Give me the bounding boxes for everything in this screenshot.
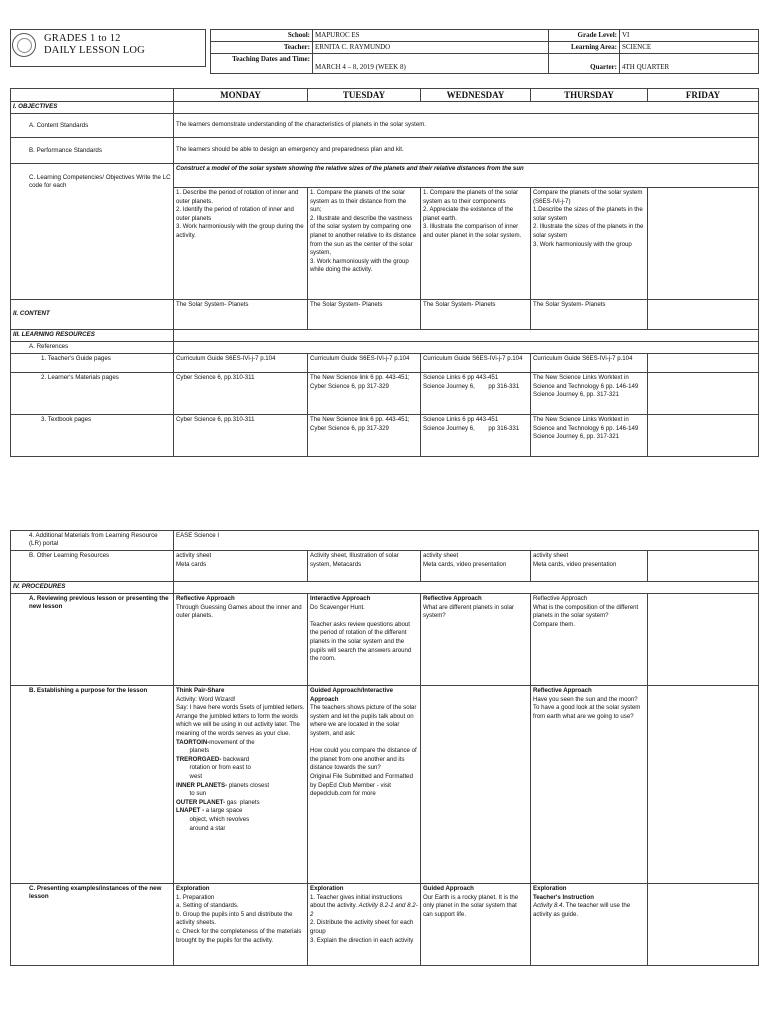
examples-tuesday-title: Exploration bbox=[310, 885, 344, 892]
reviewing-tuesday bbox=[308, 594, 421, 686]
day-header-friday: FRIDAY bbox=[648, 89, 759, 102]
title-line-2: DAILY LESSON LOG bbox=[44, 45, 145, 56]
competency-tuesday: 1. Compare the planets of the solar system as to their distance from the sun; 2. Illustrate and describe the vastness of the solar system by comparing one planet to another relative to its distance from the sun as the center of the solar system, 3. Work harmoniously with the group while doing the activity. bbox=[308, 188, 421, 300]
additional-materials-label: 4. Additional Materials from Learning Resource (LR) portal bbox=[11, 531, 174, 551]
content-tuesday: The Solar System- Planets bbox=[308, 300, 421, 330]
examples-monday bbox=[174, 884, 308, 966]
word-item-3-term: INNER PLANETS- bbox=[176, 781, 228, 789]
purpose-wednesday bbox=[421, 686, 531, 884]
additional-materials-value: EASE Science I bbox=[174, 531, 759, 551]
textbook-pages-tuesday: The New Science link 6 pp. 443-451; Cyber Science 6, pp 317-329 bbox=[308, 415, 421, 457]
document-title bbox=[44, 33, 145, 57]
teacher-value: ERNITA C. RAYMUNDO bbox=[313, 42, 549, 54]
word-item-4 bbox=[176, 799, 305, 808]
learners-materials-tuesday: The New Science link 6 pp. 443-451; Cyber Science 6, pp 317-329 bbox=[308, 373, 421, 415]
learners-materials-friday bbox=[648, 373, 759, 415]
content-friday bbox=[648, 300, 759, 330]
deped-seal-icon bbox=[12, 33, 36, 57]
word-item-1-term: TAORTOIN- bbox=[176, 738, 210, 746]
examples-wednesday-text: Our Earth is a rocky planet. It is the only planet in the solar system that can support life. bbox=[423, 893, 520, 918]
resources-blank bbox=[174, 330, 759, 342]
corner-cell bbox=[11, 89, 174, 102]
examples-thursday-desc: . The teacher will use the activity as guide. bbox=[533, 902, 632, 918]
day-header-tuesday: TUESDAY bbox=[308, 89, 421, 102]
teachers-guide-wednesday: Curriculum Guide S6ES-IVi-j-7 p.104 bbox=[421, 354, 531, 373]
teaching-dates-value: MARCH 4 – 8, 2019 (WEEK 8) bbox=[313, 54, 549, 74]
content-monday: The Solar System- Planets bbox=[174, 300, 308, 330]
lesson-log-table-2 bbox=[10, 530, 759, 966]
word-item-3-def: planets closest to sun bbox=[189, 781, 270, 798]
other-resources-thursday: activity sheet Meta cards, video presentation bbox=[531, 551, 648, 582]
textbook-pages-wednesday: Science Links 6 pp 443-451 Science Journey 6, pp 316-331 bbox=[421, 415, 531, 457]
word-item-5 bbox=[176, 807, 305, 833]
reviewing-tuesday-title: Interactive Approach bbox=[310, 595, 371, 602]
reviewing-monday-text: Through Guessing Games about the inner and outer planets. bbox=[176, 603, 304, 620]
procedures-heading: IV. PROCEDURES bbox=[11, 582, 174, 594]
reviewing-thursday: Reflective Approach What is the composition of the different planets in the solar system? Compare them. bbox=[531, 594, 648, 686]
day-header-monday: MONDAY bbox=[174, 89, 308, 102]
textbook-pages-label: 3. Textbook pages bbox=[11, 415, 174, 457]
word-item-5-def: a large space object, which revolves around a star bbox=[189, 807, 250, 832]
day-header-thursday: THURSDAY bbox=[531, 89, 648, 102]
examples-monday-text: 1. Preparation a. Setting of standards. b. Group the pupils into 5 and distribute the activity sheets. c. Check for the completeness of the materials brought by the pupils for the activity. bbox=[176, 893, 302, 944]
objectives-blank bbox=[174, 102, 759, 114]
header-info-table bbox=[210, 29, 759, 74]
teachers-guide-thursday: Curriculum Guide S6ES-IVi-j-7 p.104 bbox=[531, 354, 648, 373]
learners-materials-wednesday: Science Links 6 pp 443-451 Science Journey 6, pp 316-331 bbox=[421, 373, 531, 415]
purpose-thursday-text: Have you seen the sun and the moon? To have a good look at the solar system from earth what are we going to use? bbox=[533, 695, 643, 720]
examples-thursday-text bbox=[533, 902, 645, 919]
establishing-purpose-label: B. Establishing a purpose for the lesson bbox=[11, 686, 174, 884]
examples-monday-title: Exploration bbox=[176, 885, 210, 892]
word-item-2-def: backward rotation or from east to west bbox=[189, 755, 251, 780]
learning-area-label: Learning Area: bbox=[549, 42, 620, 54]
word-item-5-term: LNAPET - bbox=[176, 807, 205, 815]
examples-thursday-title: Exploration bbox=[533, 885, 567, 892]
examples-wednesday-title: Guided Approach bbox=[423, 885, 474, 892]
purpose-monday-title: Think Pair-Share bbox=[176, 687, 225, 694]
title-line-1: GRADES 1 to 12 bbox=[44, 33, 121, 44]
reviewing-monday bbox=[174, 594, 308, 686]
content-thursday: The Solar System- Planets bbox=[531, 300, 648, 330]
school-value: MAPUROC ES bbox=[313, 30, 549, 42]
examples-tuesday bbox=[308, 884, 421, 966]
purpose-thursday bbox=[531, 686, 648, 884]
examples-tuesday-activity: Activity 8.2-1 and 8.2-2 bbox=[310, 902, 418, 918]
textbook-pages-monday: Cyber Science 6, pp.310-311 bbox=[174, 415, 308, 457]
grade-level-value: VI bbox=[620, 30, 759, 42]
teaching-dates-label: Teaching Dates and Time: bbox=[211, 54, 313, 74]
competency-title: Construct a model of the solar system showing the relative sizes of the planets and their relative distances from the sun bbox=[174, 164, 759, 188]
reviewing-wednesday-title: Reflective Approach bbox=[423, 595, 482, 602]
reviewing-wednesday bbox=[421, 594, 531, 686]
performance-standards-value: The learners should be able to design an emergency and preparedness plan and kit. bbox=[174, 138, 759, 164]
content-heading: II. CONTENT bbox=[11, 300, 174, 330]
content-standards-label: A. Content Standards bbox=[11, 114, 174, 138]
examples-tuesday-text bbox=[310, 894, 418, 946]
textbook-pages-thursday: The New Science Links Worktext in Science and Technology 6 pp. 146-149 Science Journey 6, pp. 317-321 bbox=[531, 415, 648, 457]
objectives-heading: I. OBJECTIVES bbox=[11, 102, 174, 114]
learners-materials-thursday: The New Science Links Worktext in Science and Technology 6 pp. 146-149 Science Journey 6, pp. 317-321 bbox=[531, 373, 648, 415]
quarter-label: Quarter: bbox=[549, 54, 620, 74]
word-item-4-def: gas planets bbox=[225, 798, 260, 806]
learning-area-value: SCIENCE bbox=[620, 42, 759, 54]
examples-friday bbox=[648, 884, 759, 966]
competencies-label: C. Learning Competencies/ Objectives Write the LC code for each bbox=[11, 164, 174, 300]
other-resources-label: B. Other Learning Resources bbox=[11, 551, 174, 582]
grade-level-label: Grade Level: bbox=[549, 30, 620, 42]
purpose-thursday-title: Reflective Approach bbox=[533, 687, 592, 694]
purpose-tuesday-title: Guided Approach/Interactive Approach bbox=[310, 687, 395, 703]
examples-tuesday-steps: 2. Distribute the activity sheet for each group 3. Explain the direction in each activity bbox=[310, 919, 414, 944]
purpose-monday bbox=[174, 686, 308, 884]
reviewing-wednesday-text: What are different planets in solar system? bbox=[423, 603, 516, 620]
word-item-4-term: OUTER PLANET- bbox=[176, 798, 226, 806]
teachers-guide-monday: Curriculum Guide S6ES-IVi-j-7 p.104 bbox=[174, 354, 308, 373]
purpose-monday-intro: Activity: Word Wizard! Say: I have here words 5sets of jumbled letters. Arrange the jumbled letters to form the words which we will be using in out activity later. The meaning of the words serves as your clue. bbox=[176, 695, 305, 737]
other-resources-tuesday: Activity sheet, Illustration of solar system, Metacards bbox=[308, 551, 421, 582]
word-item-3 bbox=[176, 782, 305, 799]
content-standards-value: The learners demonstrate understanding of the characteristics of planets in the solar system. bbox=[174, 114, 759, 138]
references-blank bbox=[174, 342, 759, 354]
learners-materials-monday: Cyber Science 6, pp.310-311 bbox=[174, 373, 308, 415]
competency-thursday: Compare the planets of the solar system (S6ES-IVi-j-7) 1.Describe the sizes of the planets in the solar system 2. Illustrate the sizes of the planets in the solar system 3. Work harmoniously with the group bbox=[531, 188, 648, 300]
teachers-guide-friday bbox=[648, 354, 759, 373]
content-wednesday: The Solar System- Planets bbox=[421, 300, 531, 330]
examples-thursday bbox=[531, 884, 648, 966]
quarter-value: 4TH QUARTER bbox=[620, 54, 759, 74]
performance-standards-label: B. Performance Standards bbox=[11, 138, 174, 164]
references-label: A. References bbox=[11, 342, 174, 354]
reviewing-monday-title: Reflective Approach bbox=[176, 595, 235, 602]
procedures-blank bbox=[174, 582, 759, 594]
lesson-log-page-2 bbox=[0, 530, 768, 1024]
competency-monday: 1. Describe the period of rotation of inner and outer planets. 2. Identify the period of rotation of inner and outer planets 3. Work harmoniously with the group during the activity. bbox=[174, 188, 308, 300]
examples-tuesday-step1: 1. Teacher gives initial instructions about the activity. bbox=[310, 893, 405, 910]
resources-heading: III. LEARNING RESOURCES bbox=[11, 330, 174, 342]
lesson-log-table-1 bbox=[10, 88, 759, 457]
competency-wednesday: 1. Compare the planets of the solar system as to their components 2. Appreciate the existence of the planet earth. 3. Illustrate the comparison of inner and outer planet in the solar system. bbox=[421, 188, 531, 300]
word-item-1-def: movement of the planets bbox=[189, 738, 255, 755]
school-label: School: bbox=[211, 30, 313, 42]
purpose-tuesday bbox=[308, 686, 421, 884]
purpose-tuesday-text: The teachers shows picture of the solar system and let the pupils talk about on where we are located in the solar system, and ask: How could you compare the distance of the planet from one another and its distance towards the sun? Original File Submitted and Formatted by DepEd Club Member - visit depedclub.com for more bbox=[310, 704, 417, 798]
teacher-label: Teacher: bbox=[211, 42, 313, 54]
other-resources-wednesday: activity sheet Meta cards, video presentation bbox=[421, 551, 531, 582]
reviewing-friday bbox=[648, 594, 759, 686]
textbook-pages-friday bbox=[648, 415, 759, 457]
lesson-log-page-1 bbox=[0, 0, 768, 470]
learners-materials-label: 2. Learner's Materials pages bbox=[11, 373, 174, 415]
word-item-2 bbox=[176, 756, 305, 782]
purpose-friday bbox=[648, 686, 759, 884]
word-item-1 bbox=[176, 739, 305, 756]
teachers-guide-tuesday: Curriculum Guide S6ES-IVi-j-7 p.104 bbox=[308, 354, 421, 373]
examples-wednesday bbox=[421, 884, 531, 966]
word-item-2-term: TRERORGAED- bbox=[176, 755, 222, 763]
reviewing-tuesday-text: Do Scavenger Hunt. Teacher asks review questions about the period of rotation of the different planets in the solar system and the pupils will search the answers around the room. bbox=[310, 603, 412, 663]
competency-friday bbox=[648, 188, 759, 300]
reviewing-lesson-label: A. Reviewing previous lesson or presenting the new lesson bbox=[11, 594, 174, 686]
day-header-wednesday: WEDNESDAY bbox=[421, 89, 531, 102]
other-resources-monday: activity sheet Meta cards bbox=[174, 551, 308, 582]
presenting-examples-label: C. Presenting examples/instances of the new lesson bbox=[11, 884, 174, 966]
examples-thursday-activity: Activity 8.4 bbox=[533, 902, 563, 910]
other-resources-friday bbox=[648, 551, 759, 582]
examples-thursday-subtitle: Teacher's Instruction bbox=[533, 893, 594, 901]
teachers-guide-label: 1. Teacher's Guide pages bbox=[11, 354, 174, 373]
